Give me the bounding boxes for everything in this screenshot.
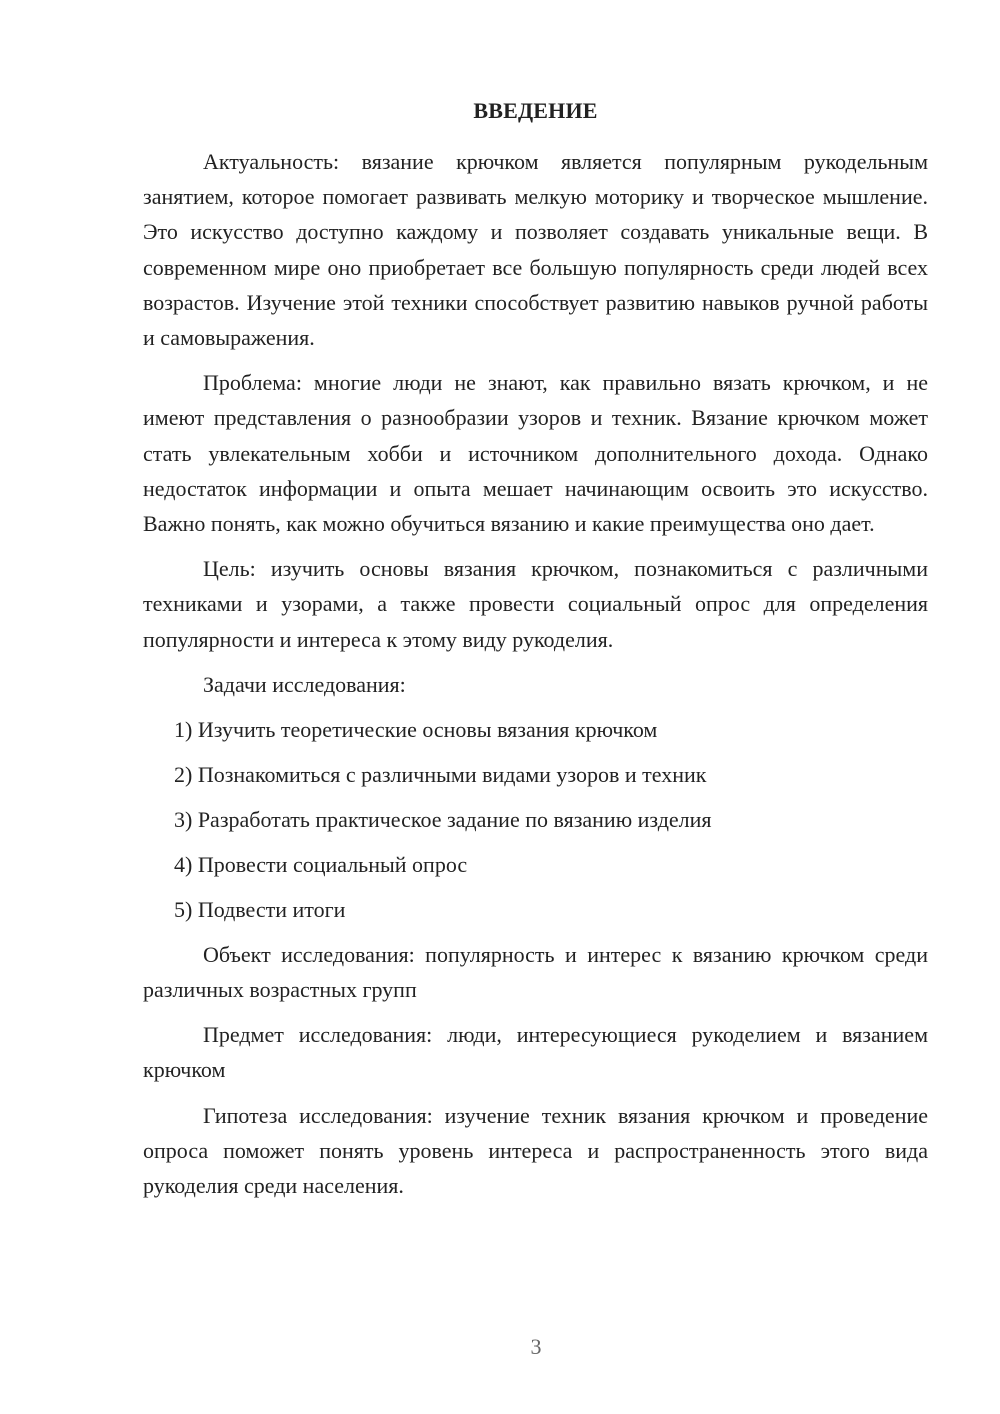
task-list <box>143 712 928 927</box>
task-item-1: 1) Изучить теоретические основы вязания крючком <box>174 716 658 742</box>
problem-paragraph: Проблема: многие люди не знают, как правильно вязать крючком, и не имеют представления о разнообразии узоров и техник. Вязание крючком может стать увлекательным хобби и источником дополнительного дохода. Однако недостаток информации и опыта мешает начинающим освоить это искусство. Важно понять, как можно обучиться вязанию и какие преимущества оно дает. <box>143 370 928 537</box>
tasks-heading: Задачи исследования: <box>203 671 406 697</box>
task-item-5: 5) Подвести итоги <box>174 896 346 922</box>
goal-paragraph: Цель: изучить основы вязания крючком, познакомиться с различными техниками и узорами, а также провести социальный опрос для определения популярности и интереса к этому виду рукоделия. <box>143 556 928 652</box>
subject-paragraph: Предмет исследования: люди, интересующиеся рукоделием и вязанием крючком <box>143 1022 928 1083</box>
task-item-2: 2) Познакомиться с различными видами узоров и техник <box>174 761 707 787</box>
task-item-3: 3) Разработать практическое задание по вязанию изделия <box>174 806 712 832</box>
document-page <box>143 95 928 1213</box>
hypothesis-paragraph: Гипотеза исследования: изучение техник вязания крючком и проведение опроса поможет понять уровень интереса и распространенность этого вида рукоделия среди населения. <box>143 1102 928 1199</box>
page-number: 3 <box>530 1334 542 1359</box>
page-title: ВВЕДЕНИЕ <box>473 98 598 123</box>
relevance-paragraph: Актуальность: вязание крючком является популярным рукодельным занятием, которое помогает развивать мелкую моторику и творческое мышление. Это искусство доступно каждому и позволяет создавать уникальные вещи. В современном мире оно приобретает все большую популярность среди людей всех возрастов. Изучение этой техники способствует развитию навыков ручной работы и самовыражения. <box>143 149 928 351</box>
object-paragraph: Объект исследования: популярность и интерес к вязанию крючком среди различных возрастных групп <box>143 941 928 1003</box>
task-item-4: 4) Провести социальный опрос <box>174 851 468 877</box>
